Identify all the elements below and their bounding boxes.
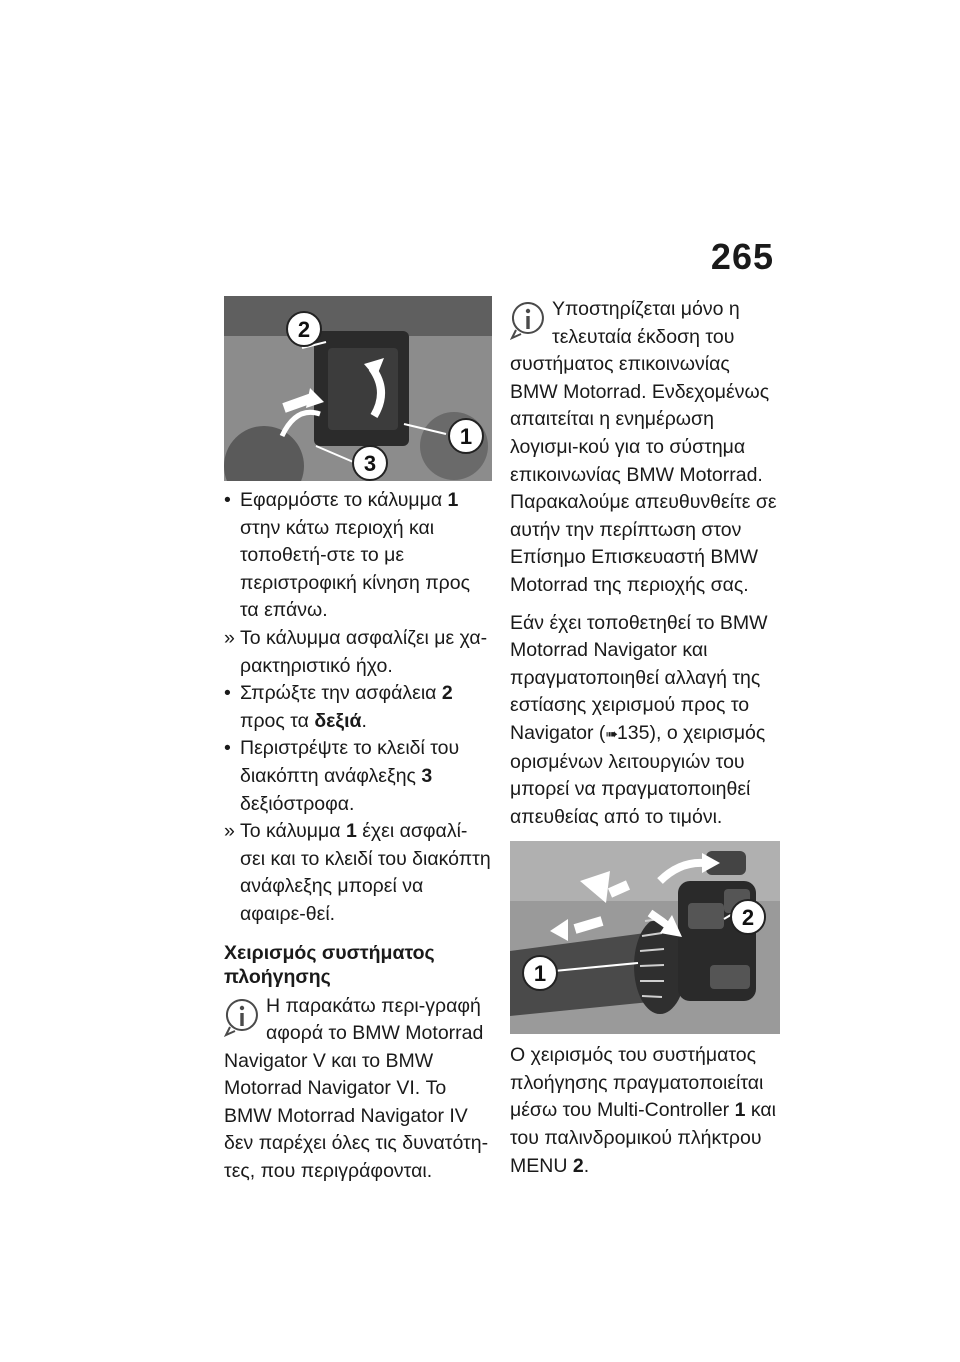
callout-2: 2 [297,317,311,342]
multi-controller-illustration [510,841,780,1034]
bullet-mark: • [224,737,231,760]
multi-controller-figure [510,841,780,1034]
bullet-mark: • [224,489,231,511]
section-heading: Χειρισμός συστήματος πλοήγησης [224,941,435,988]
result-key-removable: » Το κάλυμμα 1 έχει ασφαλί-σει και το κλειδί του διακόπτη ανάφλεξης μπορεί να αφαιρε-θεί. [224,820,491,925]
result-mark: » [224,820,235,843]
bullet-mark: • [224,682,231,705]
step-push-lock: • Σπρώξτε την ασφάλεια 2 προς τα δεξιά. [224,682,453,732]
callout-1: 1 [533,961,547,987]
info-icon [224,997,260,1037]
step-turn-key: • Περιστρέψτε το κλειδί του διακόπτη ανάφλεξης 3 δεξιόστροφα. [224,737,460,815]
info-icon [510,300,546,340]
cover-install-figure [224,296,492,481]
callout-1: 1 [459,424,473,449]
cover-install-illustration [224,296,492,481]
paragraph-multi-controller: Ο χειρισμός του συστήματος πλοήγησης πραγματοποιείται μέσω του Multi-Controller 1 και του παλινδρομικού πλήκτρου MENU 2. [510,1044,776,1177]
info-note-communication-system: Υποστηρίζεται μόνο η τελευταία έκδοση του συστήματος επικοινωνίας BMW Motorrad. Ενδεχομένως απαιτείται η ενημέρωση λογισμι-κού για το σύστημα επικοινωνίας BMW Motorrad. Παρακαλούμε απευθυνθείτε σε αυτήν την περίπτωση στον Επίσημο Επισκευαστή BMW Motorrad της περιοχής σας. [510,298,777,596]
step-apply-cover: • Εφαρμόστε το κάλυμμα 1 στην κάτω περιοχή και τοποθετή-στε το με περιστροφική κίνηση προς τα επάνω. [224,489,471,622]
paragraph-navigator-focus: Εάν έχει τοποθετηθεί το BMW Motorrad Navigator και πραγματοποιηθεί αλλαγή της εστίασης χειρισμού προς το Navigator (➠135), ο χειρισμός ορισμένων λειτουργιών του μπορεί να πραγματοποιηθεί απευθείας από το τιμόνι. [510,611,768,828]
callout-3: 3 [363,451,377,476]
right-column [510,296,780,1180]
callout-2: 2 [741,905,755,931]
page-reference[interactable]: 135 [616,721,650,744]
page-ref-arrow-icon: ➠ [605,725,617,743]
info-note-navigator-versions: Η παρακάτω περι-γραφή αφορά το BMW Motorrad Navigator V και το BMW Motorrad Navigator VI. Το BMW Motorrad Navigator IV δεν παρέχει όλες τις δυνατότη-τες, που περιγράφονται. [224,994,489,1183]
result-mark: » [224,626,235,649]
left-column [224,296,492,1186]
page-number: 265 [710,236,774,277]
result-cover-locks: » Το κάλυμμα ασφαλίζει με χα-ρακτηριστικό ήχο. [224,626,488,677]
